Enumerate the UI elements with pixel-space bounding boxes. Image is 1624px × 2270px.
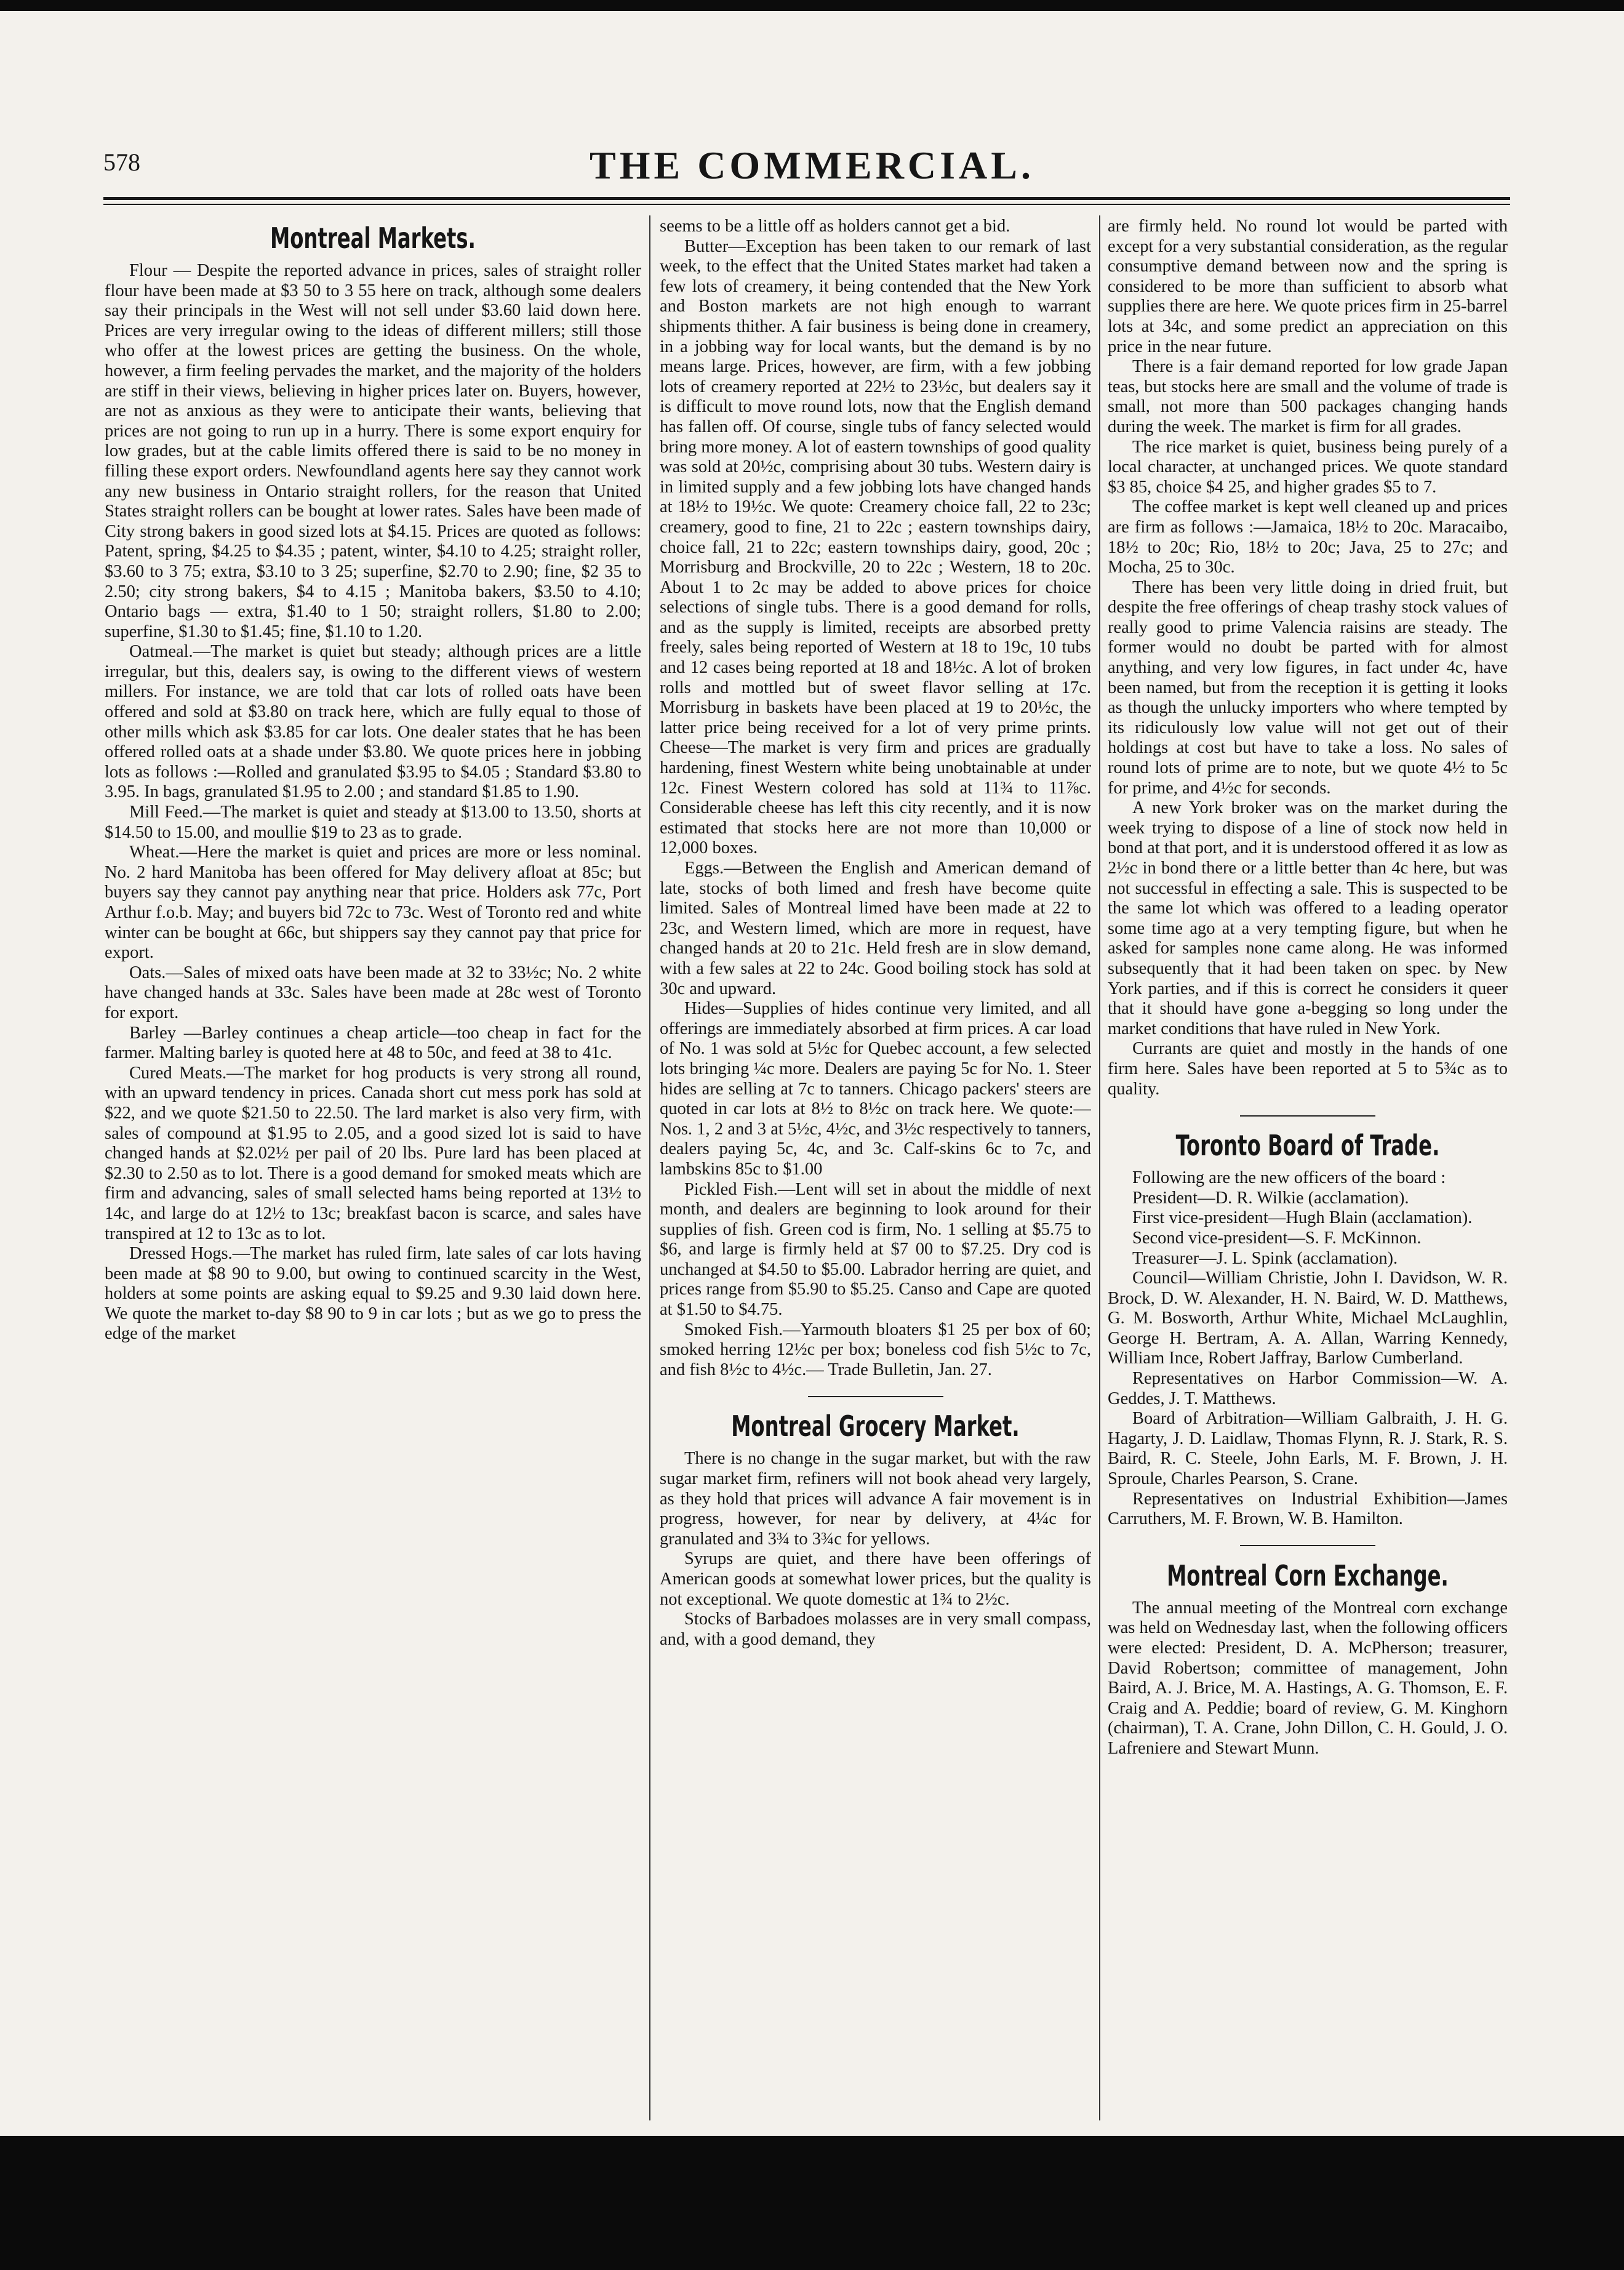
- article-paragraph: Wheat.—Here the market is quiet and prices are more or less nominal. No. 2 hard Manitoba has been offered for May delivery afloat at 85c; but buyers say they cannot pay anything near that price. Holders ask 77c, Port Arthur f.o.b. May; and buyers bid 72c to 73c. West of Toronto red and white winter can be bought at 66c, but shippers say they cannot pay that price for export.: [105, 843, 641, 963]
- section-separator: [660, 1386, 1091, 1405]
- top-scan-border: [0, 0, 1624, 11]
- column-2: [660, 217, 1091, 2117]
- column-divider: [649, 215, 650, 2120]
- article-paragraph: Smoked Fish.—Yarmouth bloaters $1 25 per box of 60; smoked herring 12½c per box; boneless cod fish 5½c to 7c, and fish 8½c to 4½c.— Trade Bulletin, Jan. 27.: [660, 1320, 1091, 1379]
- article-paragraph: Treasurer—J. L. Spink (acclamation).: [1132, 1248, 1398, 1268]
- article-paragraph: Flour — Despite the reported advance in prices, sales of straight roller flour have been made at $3 50 to 3 55 here on track, although some dealers say their principals in the West will not sell under $3.60 laid down here. Prices are very irregular owing to the ideas of different millers; still those who offer at the lowest prices are getting the business. On the whole, however, a firm feeling pervades the market, and the majority of the holders are stiff in their views, believing in higher prices later on. Buyers, however, are not as anxious as they were to anticipate their wants, believing that prices are not going to run up in a hurry. There is some export enquiry for low grades, but at the cable limits offered there is said to be no money in filling these export orders. Newfoundland agents here say they cannot work any new business in Ontario straight rollers, for the reason that United States straight rollers can be bought at lower rates. Sales have been made of City strong bakers in good sized lots at $4.15. Prices are quoted as follows: Patent, spring, $4.25 to $4.35 ; patent, winter, $4.10 to 4.25; straight roller, $3.60 to 3 75; extra, $3.10 to 3 25; superfine, $2.70 to 2.90; fine, $2 35 to 2.50; city strong bakers, $4 to 4.15 ; Manitoba bakers, $3.50 to 4.10; Ontario bags — extra, $1.40 to 1 50; straight rollers, $1.80 to 2.00; superfine, $1.30 to $1.45; fine, $1.10 to 1.20.: [105, 261, 641, 641]
- article-paragraph: Butter—Exception has been taken to our remark of last week, to the effect that the United States market had taken a few lots of creamery, it being contended that the New York and Boston markets are not high enough to warrant shipments thither. A fair business is being done in creamery, in a jobbing way for local wants, but the demand is by no means large. Prices, however, are firm, with a few jobbing lots of creamery reported at 22½ to 23½c, but dealers say it is difficult to move round lots, now that the English demand has fallen off. Of course, single tubs of fancy selected would bring more money. A lot of eastern townships of good quality was sold at 20½c, comprising about 30 tubs. Western dairy is in limited supply and a few jobbing lots have changed hands at 18½ to 19½c. We quote: Creamery choice fall, 22 to 23c; creamery, good to fine, 21 to 22c ; eastern townships dairy, choice fall, 21 to 22c; eastern townships dairy, good, 20c ; Morrisburg and Brockville, 20 to 22c ; Western, 18 to 20c. About 1 to 2c may be added to above prices for choice selections of single tubs. There is a good demand for rolls, and as the supply is limited, receipts are absorbed pretty freely, sales being reported of Western at 18 to 19c, 10 tubs and 12 cases being reported at 18 and 18½c. A lot of broken rolls and mottled but of sweet flavor selling at 17c. Morrisburg in baskets have been placed at 19 to 20½c, the latter price being received for a lot of very prime prints. Cheese—The market is very firm and prices are gradually hardening, finest Western white being unobtainable at under 12c. Finest Western colored has sold at 11¾ to 11⅞c. Considerable cheese has left this city recently, and it is now estimated that stocks here are not more than 10,000 or 12,000 boxes.: [660, 236, 1091, 858]
- article-paragraph: Oats.—Sales of mixed oats have been made at 32 to 33½c; No. 2 white have changed hands at 33c. Sales have been made at 28c west of Toronto for export.: [105, 963, 641, 1022]
- column-1: [105, 217, 641, 2117]
- article-paragraph: Council—William Christie, John I. Davidson, W. R. Brock, D. W. Alexander, H. N. Baird, W. D. Matthews, G. M. Bosworth, Arthur White, Michael McLaughlin, George H. Bertram, A. A. Allan, Warring Kennedy, William Ince, Robert Jaffray, Barlow Cumberland.: [1108, 1269, 1508, 1368]
- article-paragraph: The rice market is quiet, business being purely of a local character, at unchanged prices. We quote standard $3 85, choice $4 25, and higher grades $5 to 7.: [1108, 437, 1508, 497]
- article-paragraph: Representatives on Harbor Commission—W. A. Geddes, J. T. Matthews.: [1108, 1369, 1508, 1408]
- article-paragraph: Board of Arbitration—William Galbraith, J. H. G. Hagarty, J. D. Laidlaw, Thomas Flynn, R. J. Stark, R. S. Baird, R. C. Steele, John Earls, M. F. Brown, J. H. Sproule, Charles Pearson, S. Crane.: [1108, 1409, 1508, 1489]
- article-paragraph: are firmly held. No round lot would be parted with except for a very substantial consideration, as the regular consumptive demand between now and the spring is considered to be more than sufficient to absorb what supplies there are here. We quote prices firm in 25-barrel lots at 34c, and some predict an appreciation on this price in the near future.: [1108, 217, 1508, 356]
- article-paragraph: The coffee market is kept well cleaned up and prices are firm as follows :—Jamaica, 18½ to 20c. Maracaibo, 18½ to 20c; Rio, 18½ to 20c; Java, 25 to 27c; and Mocha, 25 to 30c.: [1108, 497, 1508, 577]
- article-paragraph: Second vice-president—S. F. McKinnon.: [1132, 1228, 1422, 1248]
- article-paragraph: seems to be a little off as holders cannot get a bid.: [660, 217, 1010, 236]
- article-paragraph: Mill Feed.—The market is quiet and steady at $13.00 to 13.50, shorts at $14.50 to 15.00, and moullie $19 to 23 as to grade.: [105, 803, 641, 842]
- column-divider: [1099, 215, 1100, 2120]
- article-paragraph: Oatmeal.—The market is quiet but steady; although prices are a little irregular, but this, dealers say, is owing to the different views of western millers. For instance, we are told that car lots of rolled oats have been offered and sold at $3.80 on track here, which are fully equal to those of other mills which ask $3.85 for car lots. One dealer states that he has been offered rolled oats at a shade under $3.80. We quote prices here in jobbing lots as follows :—Rolled and granulated $3.95 to $4.05 ; Standard $3.80 to 3.95. In bags, granulated $1.95 to 2.00 ; and standard $1.85 to 1.90.: [105, 642, 641, 802]
- article-heading-montreal-markets: Montreal Markets.: [270, 222, 476, 255]
- masthead-title: THE COMMERCIAL.: [590, 143, 1034, 187]
- article-paragraph: A new York broker was on the market during the week trying to dispose of a line of stock now held in bond at that port, and it is understood offered it as low as 2½c in bond there or a little better than 4c here, but was not successful in effecting a sale. This is suspected to be the same lot which was offered to a leading operator some time ago at a very tempting figure, but when he asked for samples none came along. He was informed subsequently that it had been taken on spec. by New York parties, and if this is correct he considers it queer that it should have gone a-begging so long under the market conditions that have ruled in New York.: [1108, 798, 1508, 1038]
- article-paragraph: Representatives on Industrial Exhibition—James Carruthers, M. F. Brown, W. B. Hamilton.: [1108, 1489, 1508, 1529]
- masthead-rule-thick: [103, 197, 1510, 200]
- article-paragraph: There has been very little doing in dried fruit, but despite the free offerings of cheap trashy stock values of really good to prime Valencia raisins are steady. The former would no doubt be parted with for almost anything, and very low figures, in fact under 4c, have been named, but from the reception it is getting it looks as though the unlucky importers who where tempted by its ridiculously low value will not get out of their holdings at cost but have to take a loss. No sales of round lots of prime are to note, but we quote 4½ to 5c for prime, and 4½c for seconds.: [1108, 577, 1508, 798]
- article-paragraph: Syrups are quiet, and there have been offerings of American goods at somewhat lower prices, but the quality is not exceptional. We quote domestic at 1¾ to 2½c.: [660, 1549, 1091, 1609]
- article-heading-grocery-market: Montreal Grocery Market.: [731, 1410, 1020, 1443]
- article-paragraph: Dressed Hogs.—The market has ruled firm, late sales of car lots having been made at $8 90 to 9.00, but owing to continued scarcity in the West, holders at some points are asking equal to $9.25 and 9.30 laid down here. We quote the market to-day $8 90 to 9 in car lots ; but as we go to press the edge of the market: [105, 1244, 641, 1344]
- article-paragraph: Currants are quiet and mostly in the hands of one firm here. Sales have been reported at 5 to 5¾c as to quality.: [1108, 1039, 1508, 1099]
- article-paragraph: The annual meeting of the Montreal corn exchange was held on Wednesday last, when the following officers were elected: President, D. A. McPherson; treasurer, David Robertson; committee of management, John Baird, A. J. Brice, M. A. Hastings, A. G. Thomson, E. F. Craig and A. Peddie; board of review, G. M. Kinghorn (chairman), T. A. Crane, John Dillon, C. H. Gould, J. O. Lafreniere and Stewart Munn.: [1108, 1598, 1508, 1758]
- article-paragraph: Barley —Barley continues a cheap article—too cheap in fact for the farmer. Malting barley is quoted here at 48 to 50c, and feed at 38 to 41c.: [105, 1023, 641, 1063]
- article-paragraph: Cured Meats.—The market for hog products is very strong all round, with an upward tendency in prices. Canada short cut mess pork has sold at $22, and we quote $21.50 to 22.50. The lard market is also very firm, with sales of compound at $1.95 to 2.05, and a good sized lot is said to have changed hands at $2.02½ per pail of 20 lbs. Pure lard has been placed at $2.30 to 2.50 as to lot. There is a good demand for smoked meats which are firm and advancing, sales of small selected hams being reported at 13½ to 14c, and large do at 12½ to 13c; breakfast bacon is scarce, and sales have transpired at 12 to 13c as to lot.: [105, 1063, 641, 1243]
- page-number: 578: [103, 148, 140, 176]
- article-heading-corn-exchange: Montreal Corn Exchange.: [1167, 1558, 1449, 1592]
- bottom-scan-border: [0, 2136, 1624, 2270]
- column-3: [1108, 217, 1508, 2117]
- article-paragraph: First vice-president—Hugh Blain (acclamation).: [1132, 1208, 1473, 1228]
- article-paragraph: Eggs.—Between the English and American demand of late, stocks of both limed and fresh have become quite limited. Sales of Montreal limed have been made at 22 to 23c, and Western limed, which are more in request, have changed hands at 20 to 21c. Held fresh are in slow demand, with a few sales at 22 to 24c. Good boiling stock has sold at 30c and upward.: [660, 859, 1091, 998]
- article-paragraph: Following are the new officers of the board :: [1132, 1168, 1446, 1188]
- article-paragraph: President—D. R. Wilkie (acclamation).: [1132, 1188, 1409, 1208]
- section-separator: [1108, 1536, 1508, 1554]
- masthead-rule-thin: [103, 204, 1510, 205]
- article-paragraph: Pickled Fish.—Lent will set in about the middle of next month, and dealers are beginning to look around for their supplies of fish. Green cod is firm, No. 1 selling at $5.75 to $6, and large is firmly held at $7 00 to $7.25. Dry cod is unchanged at $4.50 to $5.00. Labrador herring are quiet, and prices range from $5.90 to $5.25. Canso and Cape are quoted at $1.50 to $4.75.: [660, 1179, 1091, 1320]
- article-paragraph: There is a fair demand reported for low grade Japan teas, but stocks here are small and the volume of trade is small, not more than 500 packages changing hands during the week. The market is firm for all grades.: [1108, 357, 1508, 436]
- article-paragraph: There is no change in the sugar market, but with the raw sugar market firm, refiners will not book ahead very largely, as they hold that prices will advance A fair movement is in progress, however, for near by delivery, at 4¼c for granulated and 3¾ to 3¾c for yellows.: [660, 1449, 1091, 1549]
- article-paragraph: Hides—Supplies of hides continue very limited, and all offerings are immediately absorbed at firm prices. A car load of No. 1 was sold at 5½c for Quebec account, a few selected lots bringing ¼c more. Dealers are paying 5c for No. 1. Steer hides are selling at 7c to tanners. Chicago packers' steers are quoted in car lots at 8½ to 8½c on track here. We quote:—Nos. 1, 2 and 3 at 5½c, 4½c, and 3½c respectively to tanners, dealers paying 5c, 4c, and 3c. Calf-skins 6c to 7c, and lambskins 85c to $1.00: [660, 999, 1091, 1179]
- article-paragraph: Stocks of Barbadoes molasses are in very small compass, and, with a good demand, they: [660, 1610, 1091, 1649]
- article-heading-toronto-board-of-trade: Toronto Board of Trade.: [1175, 1129, 1440, 1163]
- section-separator: [1108, 1105, 1508, 1124]
